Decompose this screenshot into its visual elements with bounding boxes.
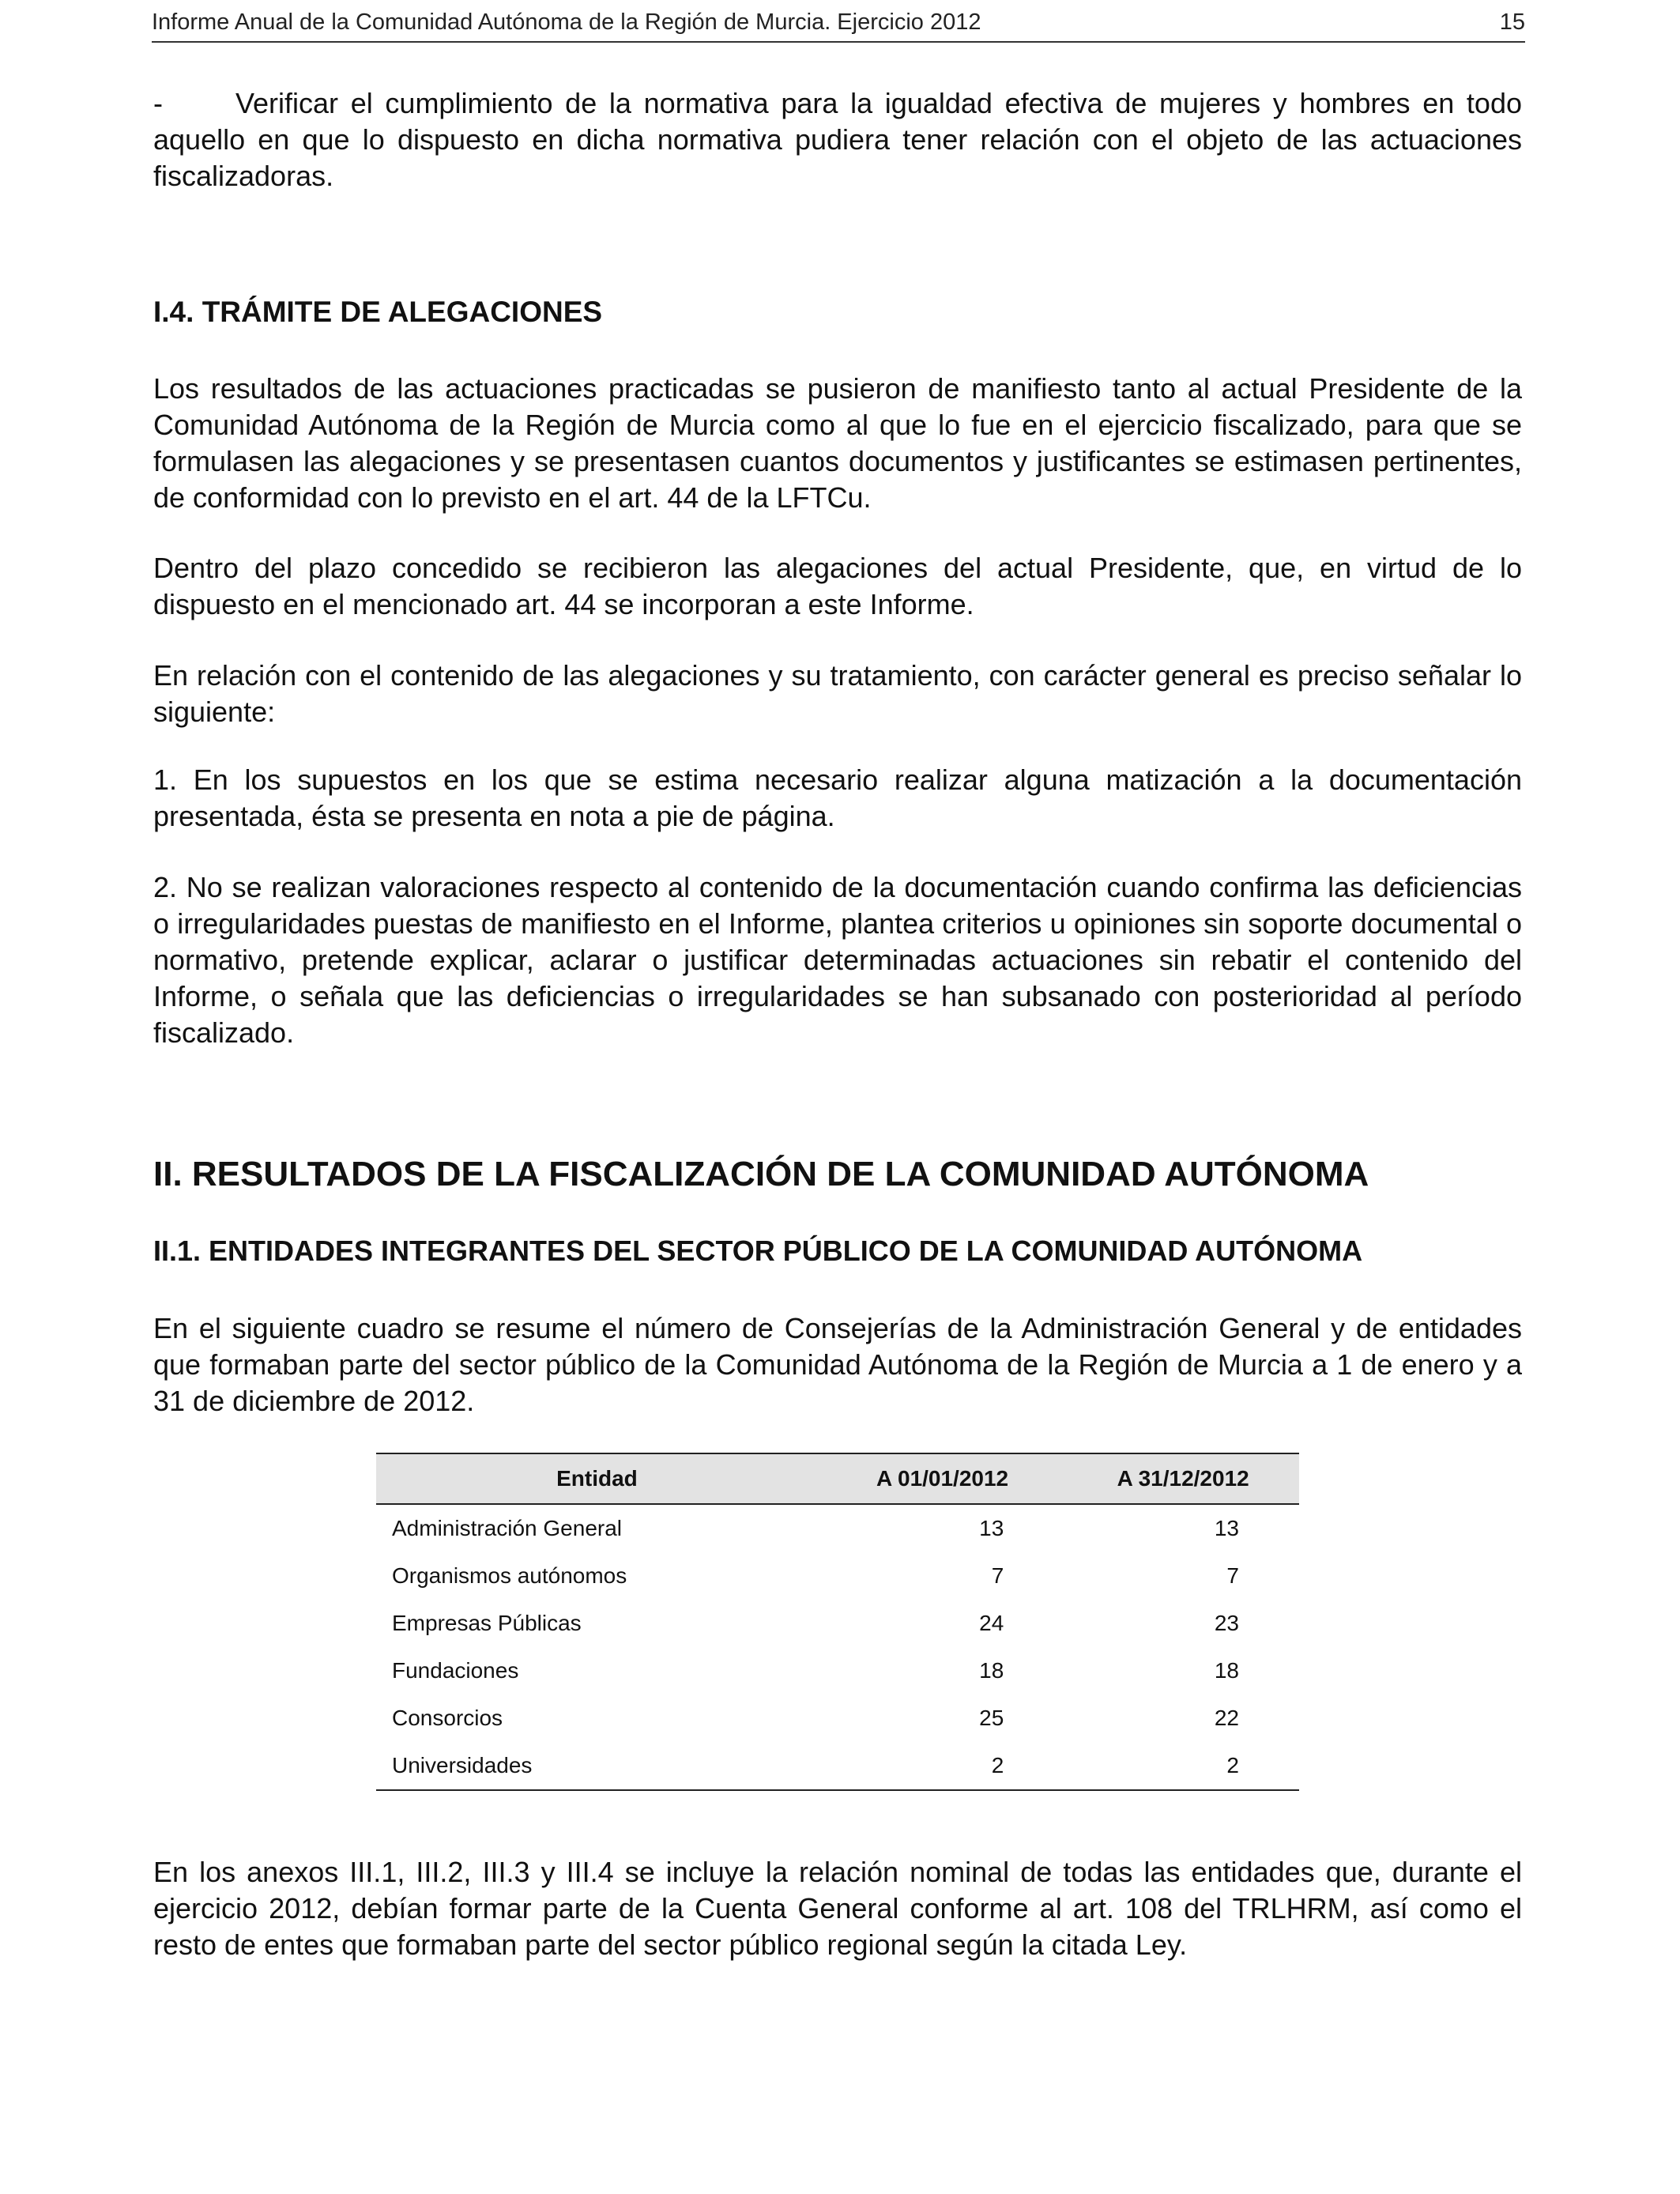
bullet-dash: - <box>153 87 163 119</box>
paragraph <box>153 869 1522 1051</box>
table-row <box>376 1552 1299 1600</box>
cell-value: 2 <box>1067 1742 1299 1790</box>
table-row <box>376 1695 1299 1742</box>
subsection-heading: II.1. ENTIDADES INTEGRANTES DEL SECTOR PÚBLICO DE LA COMUNIDAD AUTÓNOMA <box>153 1235 1363 1267</box>
cell-value: 13 <box>979 1516 1004 1540</box>
paragraph <box>153 371 1522 516</box>
cell-entidad: Empresas Públicas <box>392 1611 582 1635</box>
subsection-heading-block <box>153 1233 1522 1269</box>
intro-bullet <box>153 85 1522 194</box>
column-header: A 01/01/2012 <box>818 1453 1067 1504</box>
cell-value: 7 <box>1226 1563 1239 1588</box>
cell-value: 18 <box>1214 1658 1239 1683</box>
page-number: 15 <box>1499 9 1525 35</box>
cell-entidad: Administración General <box>392 1516 623 1540</box>
table-row <box>376 1647 1299 1695</box>
paragraph <box>153 762 1522 835</box>
cell-entidad: Universidades <box>376 1742 818 1790</box>
cell-value: 23 <box>1214 1611 1239 1635</box>
header-title: Informe Anual de la Comunidad Autónoma de la Región de Murcia. Ejercicio 2012 <box>152 9 981 35</box>
paragraph-text: Los resultados de las actuaciones practicadas se pusieron de manifiesto tanto al actual Presidente de la Comunidad Autónoma de la Región de Murcia como al que lo fue en el ejercicio fiscalizado, para que se formulasen las alegaciones y se presentasen cuantos documentos y justificantes se estimasen pertinentes, de conformidad con lo previsto en el art. 44 de la LFTCu. <box>153 372 1522 514</box>
cell-value: 2 <box>818 1742 1067 1790</box>
paragraph <box>153 1310 1522 1419</box>
section-heading: I.4. TRÁMITE DE ALEGACIONES <box>153 296 603 328</box>
column-header: Entidad <box>376 1453 818 1504</box>
paragraph <box>153 658 1522 730</box>
entidades-table <box>376 1453 1299 1791</box>
paragraph-text: 1. En los supuestos en los que se estima necesario realizar alguna matización a la documentación presentada, ésta se presenta en nota a pie de página. <box>153 763 1522 832</box>
cell-entidad: Fundaciones <box>392 1658 519 1683</box>
cell-entidad: Consorcios <box>392 1706 503 1730</box>
table-row <box>376 1742 1299 1790</box>
cell-value: 22 <box>1214 1706 1239 1730</box>
cell-value: 18 <box>979 1658 1004 1683</box>
section-i4-heading-block <box>153 294 1522 330</box>
paragraph-text: 2. No se realizan valoraciones respecto al contenido de la documentación cuando confirma las deficiencias o irregularidades puestas de manifiesto en el Informe, plantea criterios u opiniones sin soporte documental o normativo, pretende explicar, aclarar o justificar determinadas actuaciones sin rebatir el contenido del Informe, o señala que las deficiencias o irregularidades se han subsanado con posterioridad al período fiscalizado. <box>153 871 1522 1049</box>
cell-value: 25 <box>979 1706 1004 1730</box>
chapter-heading: II. RESULTADOS DE LA FISCALIZACIÓN DE LA COMUNIDAD AUTÓNOMA <box>153 1155 1369 1193</box>
table-header-row <box>376 1453 1299 1504</box>
cell-entidad: Organismos autónomos <box>392 1563 627 1588</box>
paragraph-text: En el siguiente cuadro se resume el número de Consejerías de la Administración General y de entidades que formaban parte del sector público de la Comunidad Autónoma de la Región de Murcia a 1 de enero y a 31 de diciembre de 2012. <box>153 1312 1522 1417</box>
cell-value: 24 <box>979 1611 1004 1635</box>
paragraph-text: En los anexos III.1, III.2, III.3 y III.4 se incluye la relación nominal de todas las entidades que, durante el ejercicio 2012, debían formar parte de la Cuenta General conforme al art. 108 del TRLHRM, así como el resto de entes que formaban parte del sector público regional según la citada Ley. <box>153 1856 1522 1961</box>
table-row <box>376 1504 1299 1552</box>
bullet-text: Verificar el cumplimiento de la normativa para la igualdad efectiva de mujeres y hombres en todo aquello en que lo dispuesto en dicha normativa pudiera tener relación con el objeto de las actuaciones fiscalizadoras. <box>153 87 1522 192</box>
paragraph-text: En relación con el contenido de las alegaciones y su tratamiento, con carácter general es preciso señalar lo siguiente: <box>153 659 1522 728</box>
cell-value: 13 <box>1214 1516 1239 1540</box>
column-header: A 31/12/2012 <box>1067 1453 1299 1504</box>
cell-value: 7 <box>991 1563 1004 1588</box>
running-header <box>152 6 1525 43</box>
paragraph-text: Dentro del plazo concedido se recibieron las alegaciones del actual Presidente, que, en virtud de lo dispuesto en el mencionado art. 44 se incorporan a este Informe. <box>153 552 1522 620</box>
paragraph <box>153 550 1522 623</box>
table-row <box>376 1600 1299 1647</box>
chapter-heading-block <box>153 1152 1522 1197</box>
paragraph <box>153 1854 1522 1963</box>
